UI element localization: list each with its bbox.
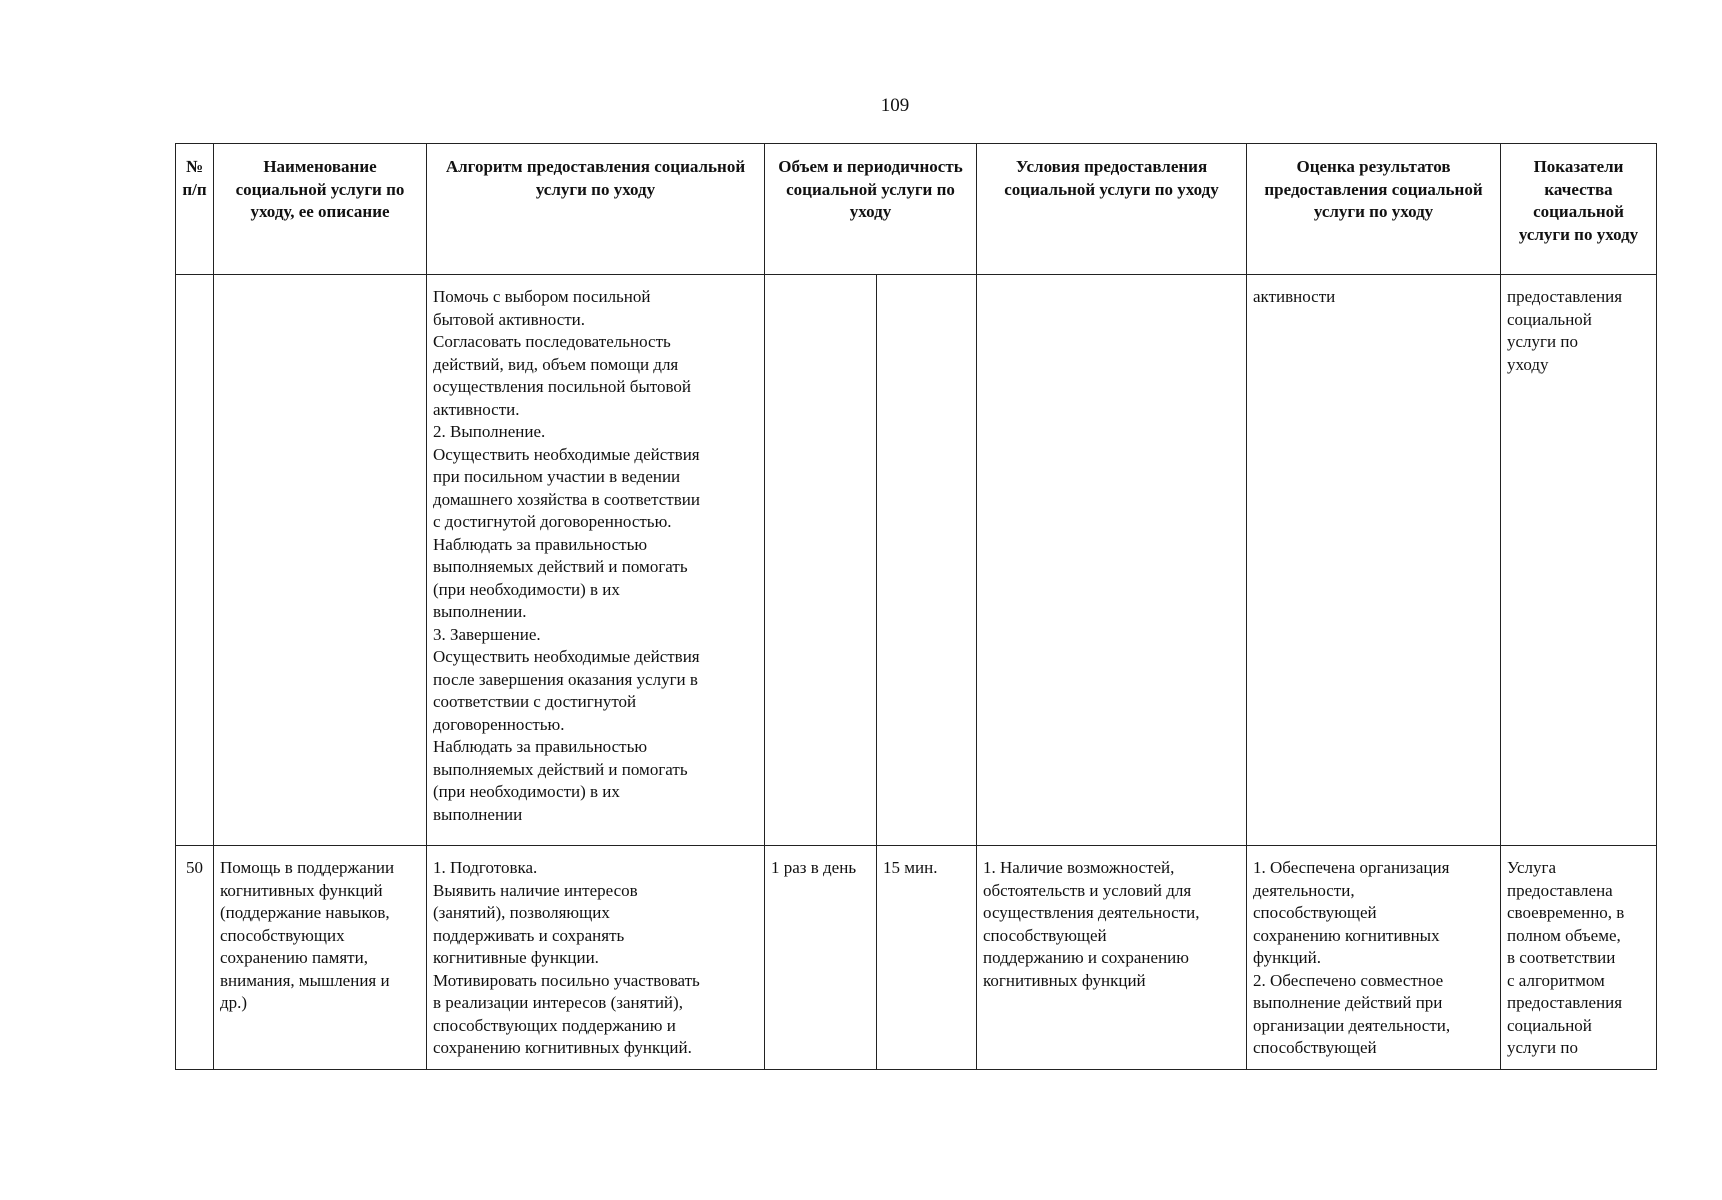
cell-quality: Услуга предоставлена своевременно, в полном объеме, в соответствии с алгоритмом предоставления социальной услуги по xyxy=(1501,846,1657,1070)
cell-algorithm: Помочь с выбором посильной бытовой активности. Согласовать последовательность действий, вид, объем помощи для осуществления посильной бытовой активности. 2. Выполнение. Осуществить необходимые действия при посильном участии в ведении домашнего хозяйства в соответствии с достигнутой договоренностью. Наблюдать за правильностью выполняемых действий и помогать (при необходимости) в их выполнении. 3. Завершение. Осуществить необходимые действия после завершения оказания услуги в соответствии с достигнутой договоренностью. Наблюдать за правильностью выполняемых действий и помогать (при необходимости) в их выполнении xyxy=(427,275,765,846)
cell-evaluation: 1. Обеспечена организация деятельности, способствующей сохранению когнитивных функций. 2. Обеспечено совместное выполнение действий при организации деятельности, способствующей xyxy=(1247,846,1501,1070)
header-name: Наименование социальной услуги по уходу, ее описание xyxy=(214,144,427,275)
cell-conditions: 1. Наличие возможностей, обстоятельств и условий для осуществления деятельности, способствующей поддержанию и сохранению когнитивных функций xyxy=(977,846,1247,1070)
header-conditions: Условия предоставления социальной услуги по уходу xyxy=(977,144,1247,275)
page-number: 109 xyxy=(880,95,910,116)
table-row xyxy=(176,275,1657,846)
cell-algorithm: 1. Подготовка. Выявить наличие интересов (занятий), позволяющих поддерживать и сохранять когнитивные функции. Мотивировать посильно участвовать в реализации интересов (занятий), способствующих поддержанию и сохранению когнитивных функций. xyxy=(427,846,765,1070)
cell-quality: предоставления социальной услуги по уходу xyxy=(1501,275,1657,846)
cell-num xyxy=(176,275,214,846)
cell-frequency: 1 раз в день xyxy=(765,846,877,1070)
cell-num: 50 xyxy=(176,846,214,1070)
cell-name: Помощь в поддержании когнитивных функций (поддержание навыков, способствующих сохранению памяти, внимания, мышления и др.) xyxy=(214,846,427,1070)
cell-name xyxy=(214,275,427,846)
cell-duration xyxy=(877,275,977,846)
cell-evaluation: активности xyxy=(1247,275,1501,846)
table-row xyxy=(176,846,1657,1070)
header-quality: Показатели качества социальной услуги по уходу xyxy=(1501,144,1657,275)
cell-duration: 15 мин. xyxy=(877,846,977,1070)
header-evaluation: Оценка результатов предоставления социальной услуги по уходу xyxy=(1247,144,1501,275)
header-num: № п/п xyxy=(176,144,214,275)
cell-conditions xyxy=(977,275,1247,846)
header-algorithm: Алгоритм предоставления социальной услуги по уходу xyxy=(427,144,765,275)
header-volume: Объем и периодичность социальной услуги по уходу xyxy=(765,144,977,275)
cell-frequency xyxy=(765,275,877,846)
table-header-row xyxy=(176,144,1657,275)
care-services-table xyxy=(175,143,1657,1070)
